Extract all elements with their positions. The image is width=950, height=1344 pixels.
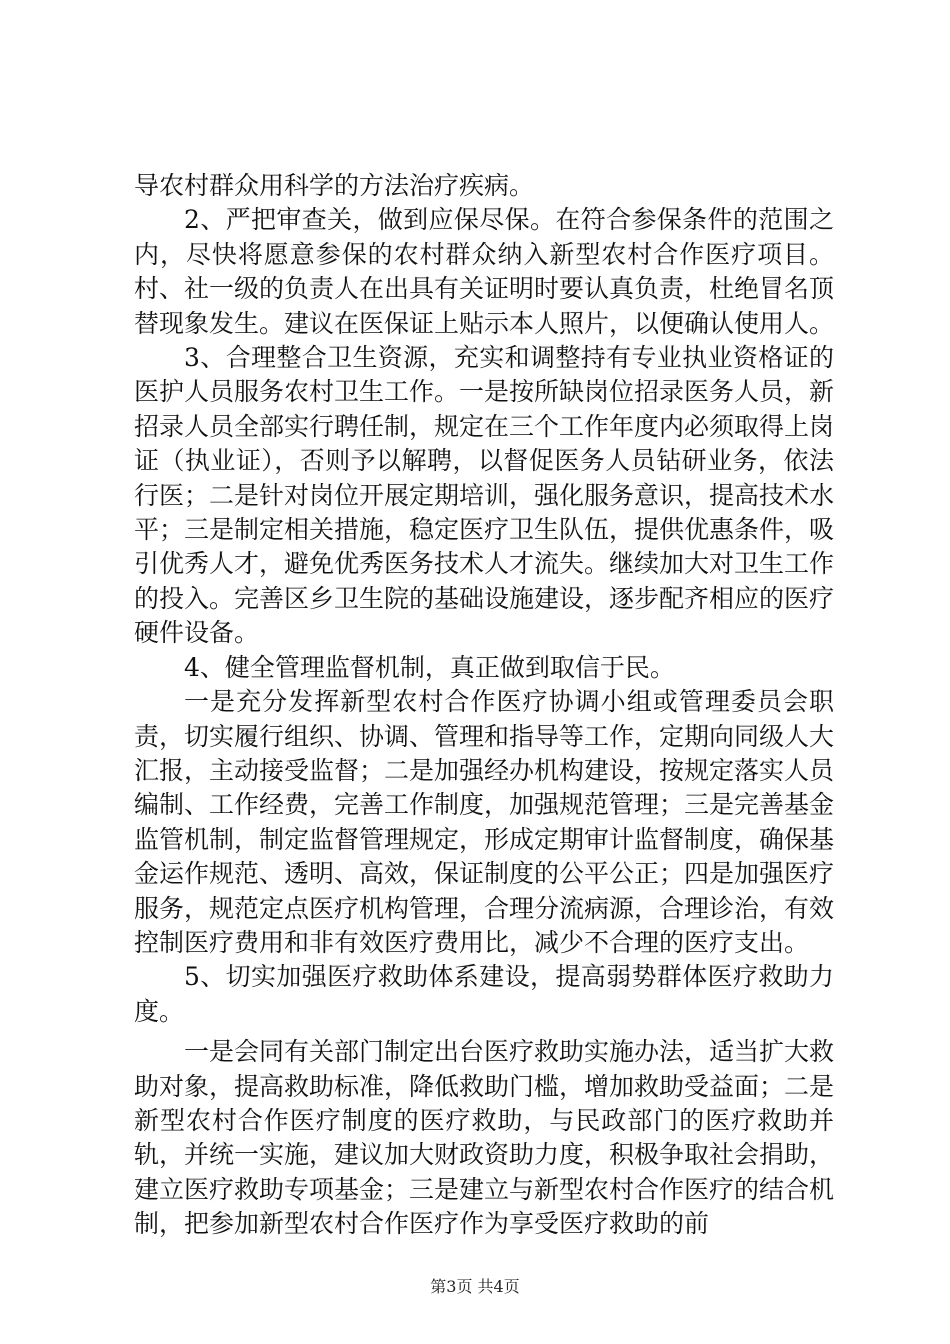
paragraph-continuation: 导农村群众用科学的方法治疗疾病。 (134, 171, 535, 200)
paragraph-item-2: 2、严把审查关，做到应保尽保。在符合参保条件的范围之内，尽快将愿意参保的农村群众纳入新型农村合作医疗项目。村、社一级的负责人在出具有关证明时要认真负责，杜绝冒名顶替现象发生。建议在医保证上贴示本人照片，以便确认使用人。 (134, 205, 835, 338)
document-body (134, 169, 834, 1242)
paragraph-item-4-body: 一是充分发挥新型农村合作医疗协调小组或管理委员会职责，切实履行组织、协调、管理和指导等工作，定期向同级人大汇报，主动接受监督；二是加强经办机构建设，按规定落实人员编制、工作经费，完善工作制度，加强规范管理；三是完善基金监管机制，制定监督管理规定，形成定期审计监督制度，确保基金运作规范、透明、高效，保证制度的公平公正；四是加强医疗服务，规范定点医疗机构管理，合理分流病源，合理诊治，有效控制医疗费用和非有效医疗费用比，减少不合理的医疗支出。 (134, 687, 835, 957)
paragraph-item-5-heading: 5、切实加强医疗救助体系建设，提高弱势群体医疗救助力度。 (134, 962, 834, 1026)
paragraph-item-3: 3、合理整合卫生资源，充实和调整持有专业执业资格证的医护人员服务农村卫生工作。一是按所缺岗位招录医务人员，新招录人员全部实行聘任制，规定在三个工作年度内必须取得上岗证（执业证），否则予以解聘，以督促医务人员钻研业务，依法行医；二是针对岗位开展定期培训，强化服务意识，提高技术水平；三是制定相关措施，稳定医疗卫生队伍，提供优惠条件，吸引优秀人才，避免优秀医务技术人才流失。继续加大对卫生工作的投入。完善区乡卫生院的基础设施建设，逐步配齐相应的医疗硬件设备。 (134, 343, 835, 648)
page-footer: 第3页 共4页 (430, 1277, 520, 1296)
paragraph-item-4-heading: 4、健全管理监督机制，真正做到取信于民。 (184, 652, 675, 682)
paragraph-item-5-body: 一是会同有关部门制定出台医疗救助实施办法，适当扩大救助对象，提高救助标准，降低救助门槛，增加救助受益面；二是新型农村合作医疗制度的医疗救助，与民政部门的医疗救助并轨，并统一实施，建议加大财政资助力度，积极争取社会捐助，建立医疗救助专项基金；三是建立与新型农村合作医疗的结合机制，把参加新型农村合作医疗作为享受医疗救助的前 (134, 1037, 835, 1239)
